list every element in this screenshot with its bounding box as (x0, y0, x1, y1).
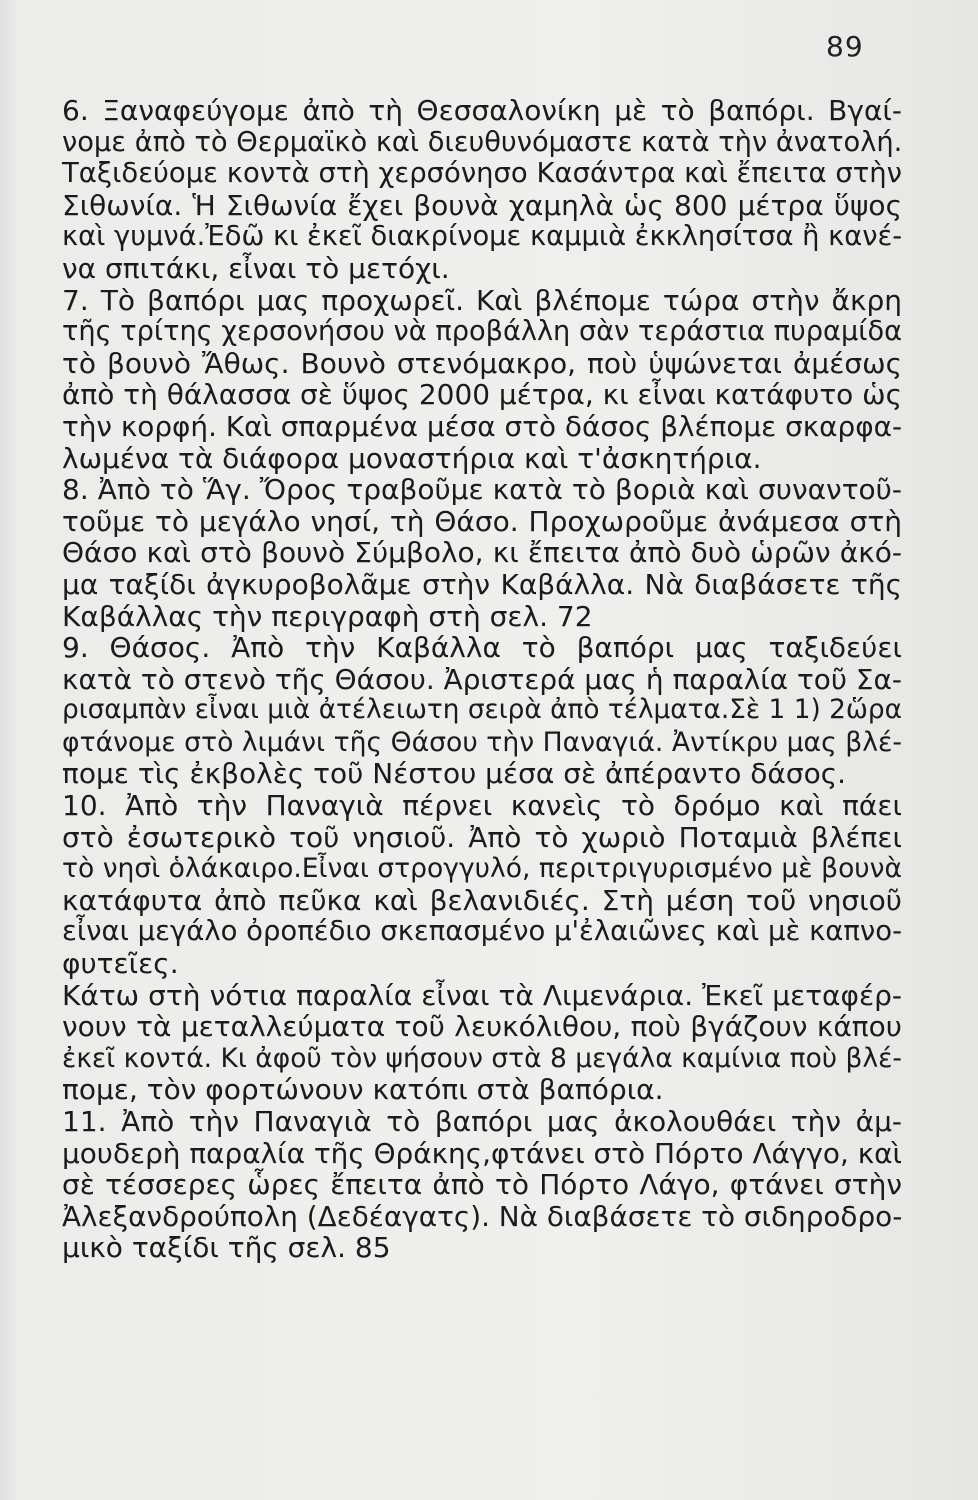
text-line: Ταξιδεύομε κοντὰ στὴ χερσόνησο Κασάντρα καὶ ἔπειτα στὴν (62, 158, 902, 190)
text-line: κατὰ τὸ στενὸ τῆς Θάσου. Ἀριστερά μας ἡ παραλία τοῦ Σα- (62, 662, 902, 696)
text-line: 10. Ἀπὸ τὴν Παναγιὰ πέρνει κανεὶς τὸ δρόμο καὶ πάει (62, 789, 902, 823)
text-line: τοῦμε τὸ μεγάλο νησί, τὴ Θάσο. Προχωροῦμε ἀνάμεσα στὴ (62, 504, 902, 538)
page-number: 89 (826, 30, 864, 63)
text-line: στὸ ἐσωτερικὸ τοῦ νησιοῦ. Ἀπὸ τὸ χωριὸ Ποταμιὰ βλέπει (62, 820, 902, 854)
text-line: τῆς τρίτης χερσονήσου νὰ προβάλλη σὰν τεράστια πυραμίδα (62, 316, 902, 348)
text-line: 11. Ἀπὸ τὴν Παναγιὰ τὸ βαπόρι μας ἀκολουθάει τὴν ἀμ- (62, 1105, 902, 1138)
text-line: καὶ γυμνά.Ἐδῶ κι ἐκεῖ διακρίνομε καμμιὰ ἐκκλησίτσα ἢ κανέ- (62, 221, 903, 253)
text-line: Θάσο καὶ στὸ βουνὸ Σύμβολο, κι ἔπειτα ἀπὸ δυὸ ὡρῶν ἀκό- (62, 536, 902, 570)
text-line: πομε τὶς ἐκβολὲς τοῦ Νέστου μέσα σὲ ἀπέραντο δάσος. (62, 757, 847, 791)
body-text (62, 95, 902, 1264)
text-line: φυτεῖες. (62, 947, 179, 981)
text-line: να σπιτάκι, εἶναι τὸ μετόχι. (62, 251, 450, 285)
text-line: 8. Ἀπὸ τὸ Ἅγ. Ὄρος τραβοῦμε κατὰ τὸ βοριὰ καὶ συναντοῦ- (62, 473, 902, 507)
text-line: 7. Τὸ βαπόρι μας προχωρεῖ. Καὶ βλέπομε τώρα στὴν ἄκρη (62, 283, 902, 317)
text-line: 6. Ξαναφεύγομε ἀπὸ τὴ Θεσσαλονίκη μὲ τὸ βαπόρι. Βγαί- (62, 94, 902, 127)
text-line: κατάφυτα ἀπὸ πεῦκα καὶ βελανιδιές. Στὴ μέση τοῦ νησιοῦ (62, 883, 902, 917)
text-line: Καβάλλας τὴν περιγραφὴ στὴ σελ. 72 (62, 599, 593, 633)
text-line: εἶναι μεγάλο ὀροπέδιο σκεπασμένο μ'ἐλαιῶνες καὶ μὲ καπνο- (62, 915, 902, 948)
text-line: σὲ τέσσερες ὧρες ἔπειτα ἀπὸ τὸ Πόρτο Λάγο, φτάνει στὴν (62, 1168, 902, 1202)
text-line: μικὸ ταξίδι τῆς σελ. 85 (62, 1231, 391, 1265)
text-line: λωμένα τὰ διάφορα μοναστήρια καὶ τ'ἀσκητήρια. (62, 441, 762, 475)
text-line: φτάνομε στὸ λιμάνι τῆς Θάσου τὴν Παναγιά. Ἀντίκρυ μας βλέ- (62, 726, 902, 758)
text-line: 9. Θάσος. Ἀπὸ τὴν Καβάλλα τὸ βαπόρι μας ταξιδεύει (62, 631, 902, 665)
text-line: νομε ἀπὸ τὸ Θερμαϊκὸ καὶ διευθυνόμαστε κατὰ τὴν ἀνατολή. (62, 126, 903, 158)
text-line: ἀπὸ τὴ θάλασσα σὲ ὕψος 2000 μέτρα, κι εἶναι κατάφυτο ὡς (62, 378, 902, 412)
text-line: μα ταξίδι ἀγκυροβολᾶμε στὴν Καβάλλα. Νὰ διαβάσετε τῆς (62, 567, 902, 601)
text-line: μουδερὴ παραλία τῆς Θράκης,φτάνει στὸ Πόρτο Λάγγο, καὶ (62, 1136, 902, 1170)
text-line: τὴν κορφή. Καὶ σπαρμένα μέσα στὸ δάσος βλέπομε σκαρφα- (62, 409, 902, 443)
text-line: ἐκεῖ κοντά. Κι ἀφοῦ τὸν ψήσουν στὰ 8 μεγάλα καμίνια ποὺ βλέ- (62, 1042, 902, 1074)
text-line: νουν τὰ μεταλλεύματα τοῦ λευκόλιθου, ποὺ βγάζουν κάπου (62, 1010, 902, 1044)
text-line: πομε, τὸν φορτώνουν κατόπι στὰ βαπόρια. (62, 1073, 664, 1107)
text-line: Σιθωνία. Ἡ Σιθωνία ἔχει βουνὰ χαμηλὰ ὡς 800 μέτρα ὕψος (62, 188, 902, 222)
text-line: τὸ βουνὸ Ἄθως. Βουνὸ στενόμακρο, ποὺ ὑψώνεται ἀμέσως (62, 346, 902, 380)
text-line: τὸ νησὶ ὁλάκαιρο.Εἶναι στρογγυλό, περιτριγυρισμένο μὲ βουνὰ (62, 853, 902, 885)
text-line: Κάτω στὴ νότια παραλία εἶναι τὰ Λιμενάρια. Ἐκεῖ μεταφέρ- (62, 978, 902, 1012)
text-line: ρισαμπὰν εἶναι μιὰ ἀτέλειωτη σειρὰ ἀπὸ τέλματα.Σὲ 1 1) 2ὥρα (62, 695, 902, 726)
text-line: Ἀλεξανδρούπολη (Δεδέαγατς). Νὰ διαβάσετε τὸ σιδηροδρο- (62, 1199, 903, 1233)
